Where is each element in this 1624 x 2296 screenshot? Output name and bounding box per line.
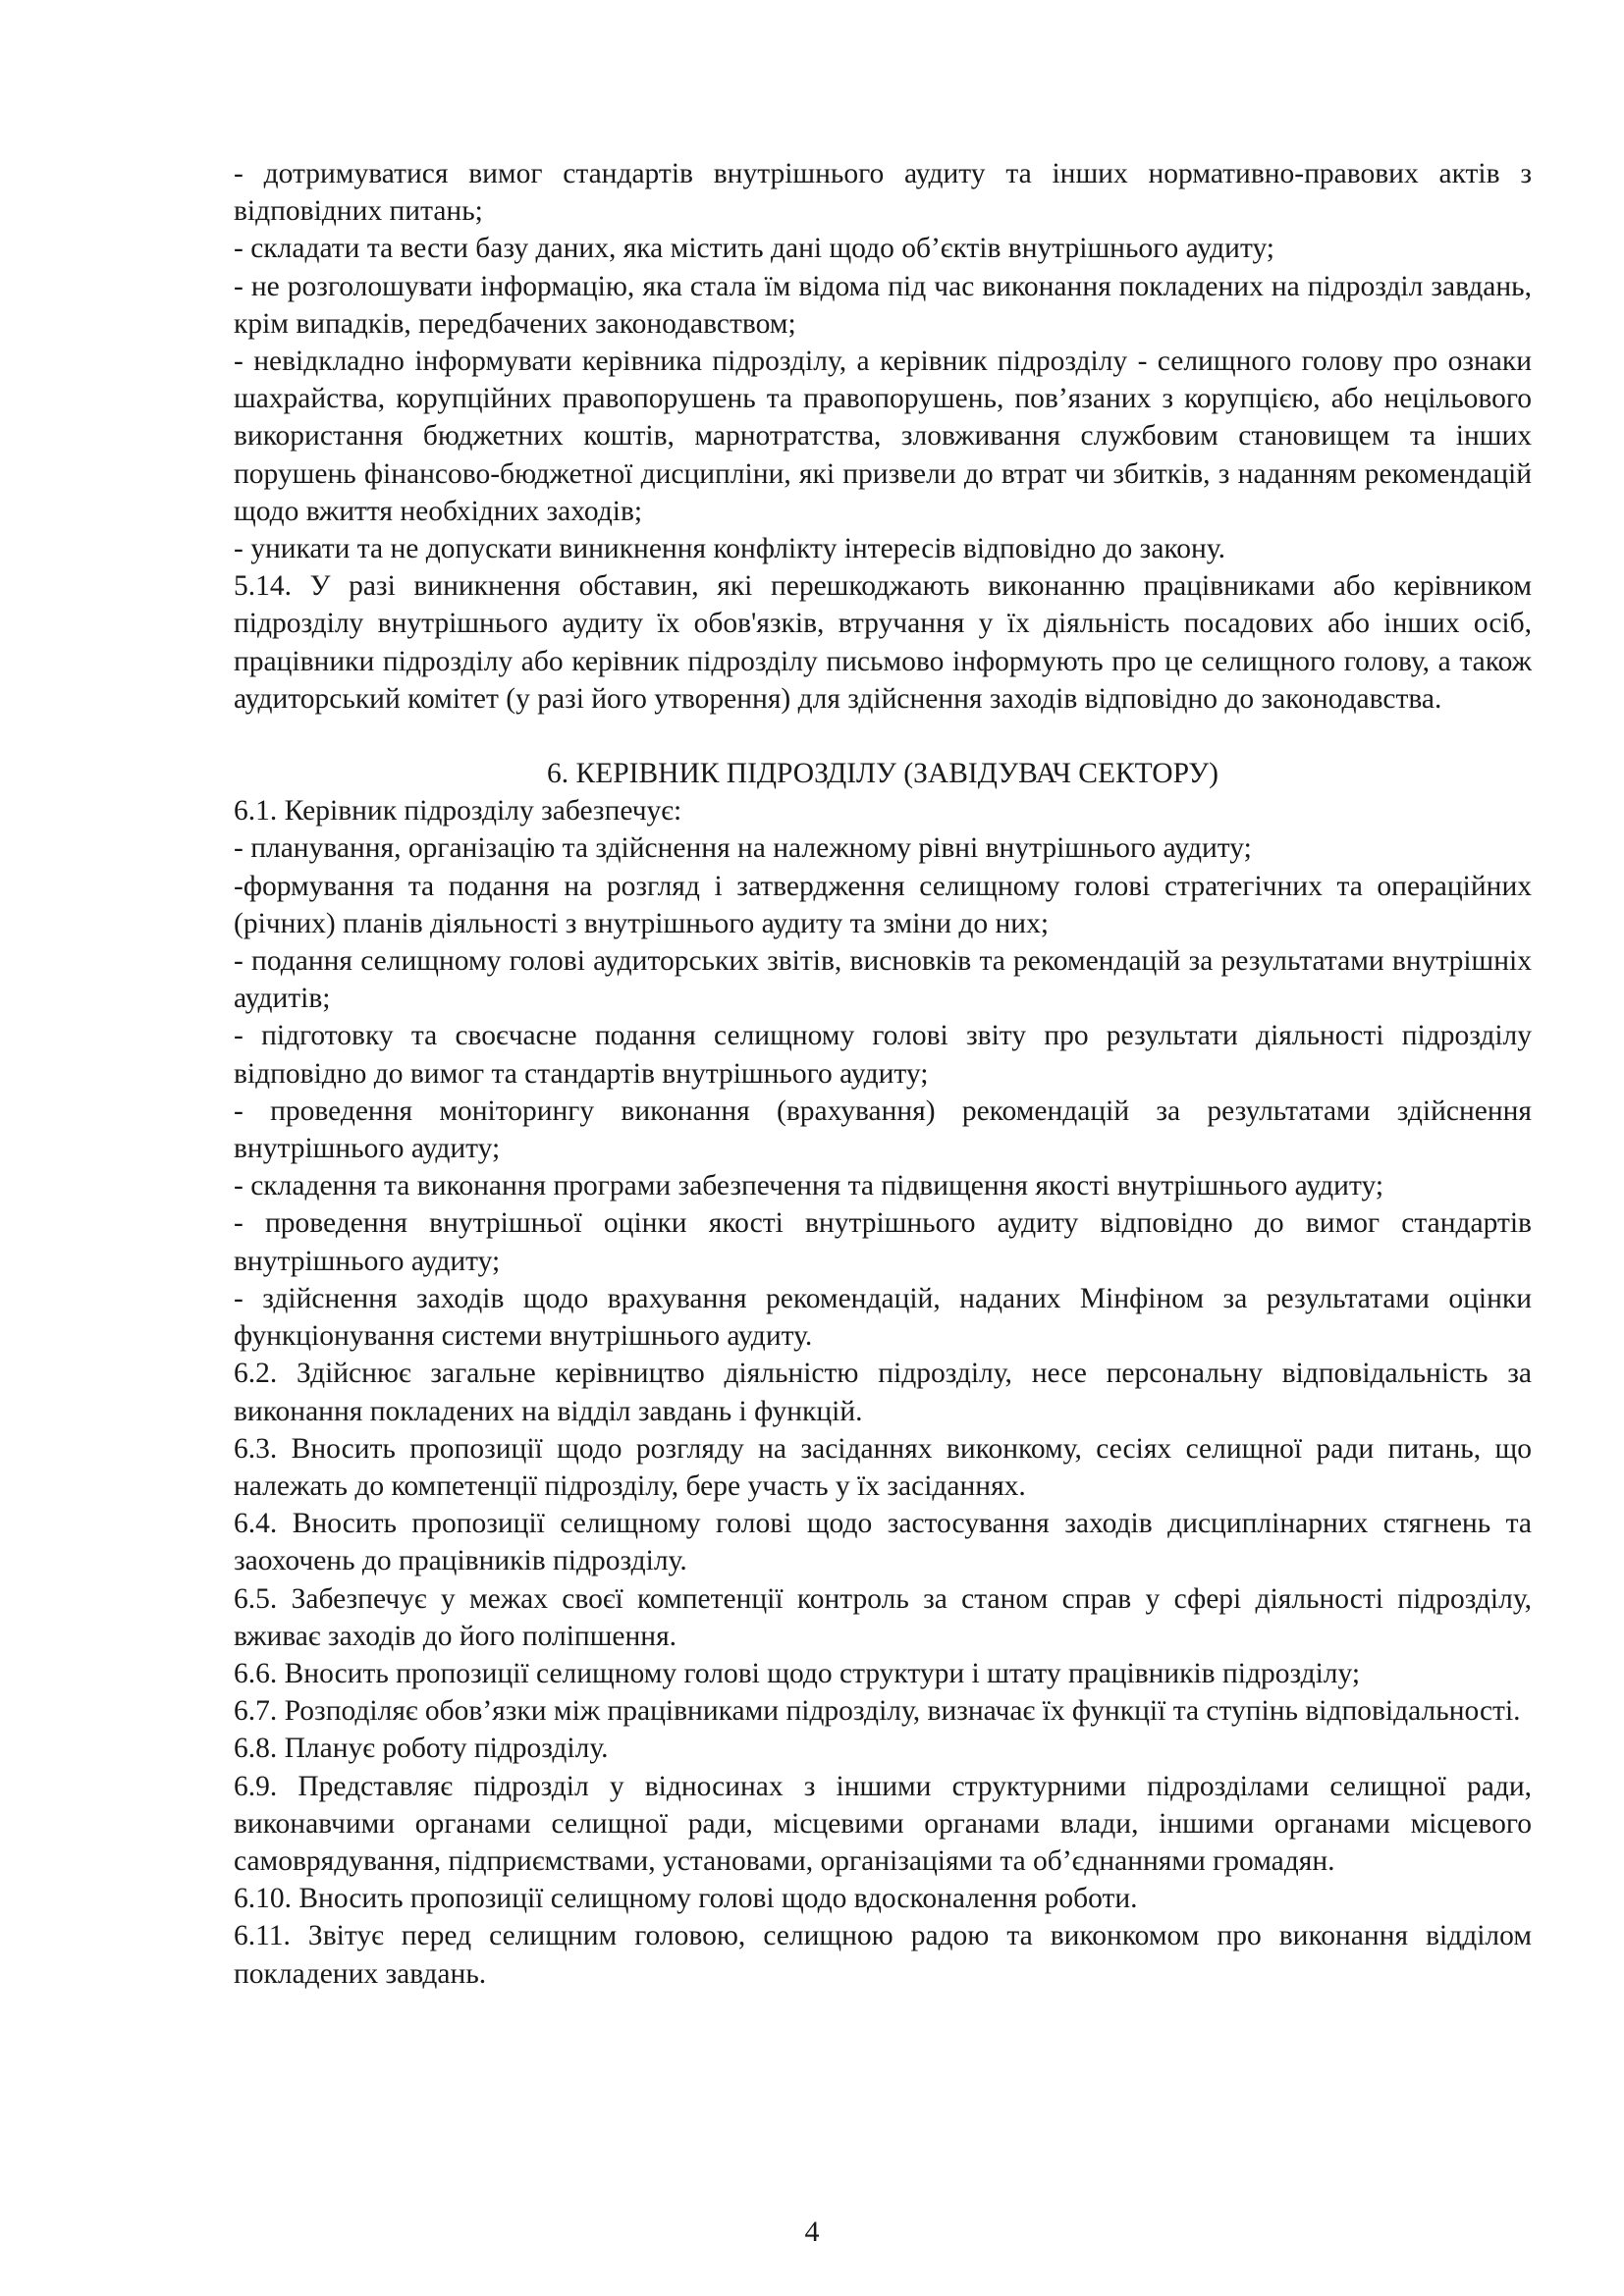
paragraph: 6.10. Вносить пропозиції селищному голові щодо вдосконалення роботи. (234, 1883, 1138, 1915)
section-heading: 6. КЕРІВНИК ПІДРОЗДІЛУ (ЗАВІДУВАЧ СЕКТОРУ) (547, 758, 1218, 790)
page-number: 4 (804, 2216, 820, 2248)
paragraph: - підготовку та своєчасне подання селищному голові звіту про результати діяльності підрозділу відповідно до вимог та стандартів внутрішнього аудиту; (234, 1020, 1532, 1090)
paragraph: 6.5. Забезпечує у межах своєї компетенції контроль за станом справ у сфері діяльності підрозділу, вживає заходів до його поліпшення. (234, 1582, 1532, 1652)
paragraph: 6.3. Вносить пропозиції щодо розгляду на засіданнях виконкому, сесіях селищної ради питань, що належать до компетенції підрозділу, бере участь у їх засіданнях. (234, 1432, 1532, 1502)
paragraph: 6.2. Здійснює загальне керівництво діяльністю підрозділу, несе персональну відповідальність за виконання покладених на відділ завдань і функцій. (234, 1358, 1532, 1427)
spacer (234, 718, 1532, 755)
paragraph: 6.9. Представляє підрозділ у відносинах з іншими структурними підрозділами селищної ради, виконавчими органами селищної ради, місцевими органами влади, іншими органами місцевого самоврядування, підприємствами, установами, організаціями та об’єднаннями громадян. (234, 1770, 1532, 1877)
paragraph: 6.8. Планує роботу підрозділу. (234, 1733, 609, 1765)
paragraph: 6.7. Розподіляє обов’язки між працівниками підрозділу, визначає їх функції та ступінь відповідальності. (234, 1695, 1521, 1728)
paragraph: 5.14. У разі виникнення обставин, які перешкоджають виконанню працівниками або керівником підрозділу внутрішнього аудиту їх обов'язків, втручання у їх діяльність посадових або інших осіб, працівники підрозділу або керівник підрозділу письмово інформують про це селищного голову, а також аудиторський комітет (у разі його утворення) для здійснення заходів відповідно до законодавства. (234, 570, 1532, 715)
paragraph: - здійснення заходів щодо врахування рекомендацій, наданих Мінфіном за результатами оцінки функціонування системи внутрішнього аудиту. (234, 1282, 1532, 1353)
paragraph: 6.11. Звітує перед селищним головою, селищною радою та виконкомом про виконання відділом покладених завдань. (234, 1920, 1532, 1990)
paragraph: - подання селищному голові аудиторських звітів, висновків та рекомендацій за результатами внутрішніх аудитів; (234, 945, 1532, 1015)
paragraph: - проведення внутрішньої оцінки якості внутрішнього аудиту відповідно до вимог стандартів внутрішнього аудиту; (234, 1207, 1532, 1277)
paragraph: - не розголошувати інформацію, яка стала їм відома під час виконання покладених на підрозділ завдань, крім випадків, передбачених законодавством; (234, 270, 1532, 340)
paragraph: - планування, організацію та здійснення на належному рівні внутрішнього аудиту; (234, 832, 1252, 865)
paragraph: - невідкладно інформувати керівника підрозділу, а керівник підрозділу - селищного голову про ознаки шахрайства, корупційних правопорушень та правопорушень, пов’язаних з корупцією, або нецільового використання бюджетних коштів, марнотратства, зловживання службовим становищем та інших порушень фінансово-бюджетної дисципліни, які призвели до втрат чи збитків, з наданням рекомендацій щодо вжиття необхідних заходів; (234, 346, 1532, 527)
paragraph: 6.6. Вносить пропозиції селищному голові щодо структури і штату працівників підрозділу; (234, 1657, 1361, 1689)
paragraph: - складати та вести базу даних, яка містить дані щодо об’єктів внутрішнього аудиту; (234, 233, 1274, 265)
paragraph: - дотримуватися вимог стандартів внутрішнього аудиту та інших нормативно-правових актів з відповідних питань; (234, 158, 1532, 228)
paragraph: 6.1. Керівник підрозділу забезпечує: (234, 795, 682, 828)
paragraph: - проведення моніторингу виконання (врахування) рекомендацій за результатами здійснення внутрішнього аудиту; (234, 1095, 1532, 1165)
paragraph: -формування та подання на розгляд і затвердження селищному голові стратегічних та операційних (річних) планів діяльності з внутрішнього аудиту та зміни до них; (234, 870, 1532, 939)
paragraph: - уникати та не допускати виникнення конфлікту інтересів відповідно до закону. (234, 533, 1225, 565)
document-body (234, 155, 1532, 1993)
paragraph: - складення та виконання програми забезпечення та підвищення якості внутрішнього аудиту; (234, 1170, 1384, 1202)
paragraph: 6.4. Вносить пропозиції селищному голові щодо застосування заходів дисциплінарних стягнень та заохочень до працівників підрозділу. (234, 1508, 1532, 1577)
